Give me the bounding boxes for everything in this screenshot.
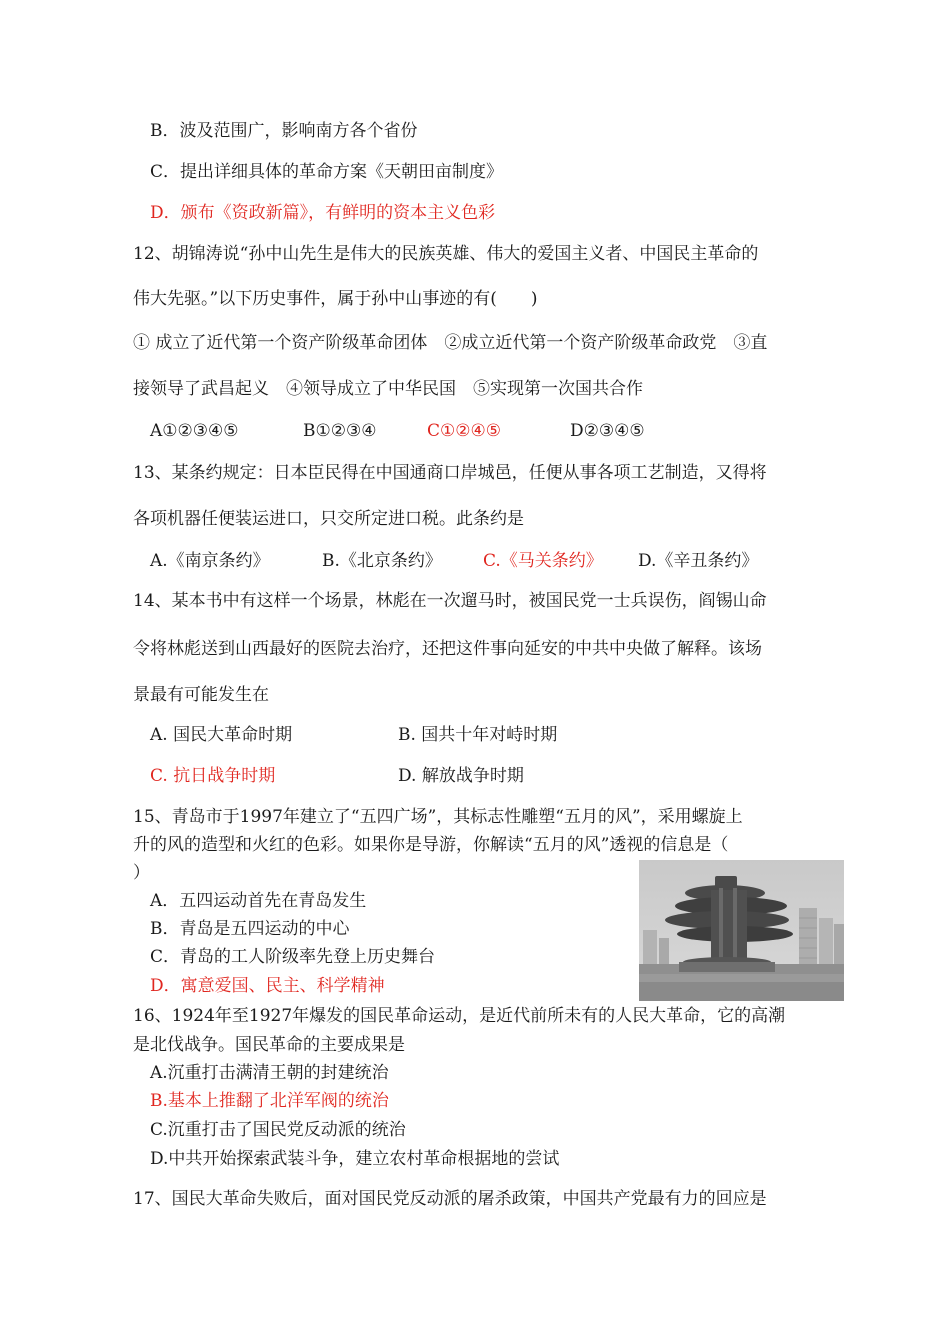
q13-option-c-answer: C.《马关条约》 <box>483 551 603 571</box>
q11-option-b: B．波及范围广，影响南方各个省份 <box>150 121 418 141</box>
q15-option-b: B．青岛是五四运动的中心 <box>150 919 350 939</box>
q13-stem-line2: 各项机器任便装运进口，只交所定进口税。此条约是 <box>133 509 524 529</box>
q12-option-a: A①②③④⑤ <box>150 421 239 441</box>
q14-option-a: A. 国民大革命时期 <box>150 725 293 745</box>
q16-stem-line1: 16、1924年至1927年爆发的国民革命运动，是近代前所未有的人民大革命，它的高潮 <box>133 1006 786 1026</box>
q11-option-d-answer: D．颁布《资政新篇》，有鲜明的资本主义色彩 <box>150 203 496 223</box>
q13-stem-line1: 13、某条约规定：日本臣民得在中国通商口岸城邑，任便从事各项工艺制造，又得将 <box>133 463 767 483</box>
may-wind-sculpture-photo <box>639 860 844 1001</box>
q13-option-b: B.《北京条约》 <box>322 551 442 571</box>
q15-stem-line3: ） <box>133 863 150 883</box>
q15-option-d-answer: D．寓意爱国、民主、科学精神 <box>150 976 385 996</box>
q14-stem-line1: 14、某本书中有这样一个场景，林彪在一次遛马时，被国民党一士兵误伤，阎锡山命 <box>133 591 767 611</box>
q12-stem-line2: 伟大先驱。”以下历史事件，属于孙中山事迹的有( ) <box>133 289 538 309</box>
q12-stem-line1: 12、胡锦涛说“孙中山先生是伟大的民族英雄、伟大的爱国主义者、中国民主革命的 <box>133 244 759 264</box>
q12-stem-line4: 接领导了武昌起义 ④领导成立了中华民国 ⑤实现第一次国共合作 <box>133 379 643 399</box>
q15-stem-line2: 升的风的造型和火红的色彩。如果你是导游，你解读“五月的风”透视的信息是（ <box>133 835 729 855</box>
q15-option-a: A．五四运动首先在青岛发生 <box>150 891 367 911</box>
q16-option-a: A.沉重打击满清王朝的封建统治 <box>150 1063 389 1083</box>
q13-option-d: D.《辛丑条约》 <box>638 551 759 571</box>
q14-stem-line2: 令将林彪送到山西最好的医院去治疗，还把这件事向延安的中共中央做了解释。该场 <box>133 639 762 659</box>
q16-option-c: C.沉重打击了国民党反动派的统治 <box>150 1120 406 1140</box>
q12-option-c-answer: C①②④⑤ <box>427 421 501 441</box>
q11-option-c: C．提出详细具体的革命方案《天朝田亩制度》 <box>150 162 504 182</box>
q14-option-b: B. 国共十年对峙时期 <box>398 725 558 745</box>
q15-stem-line1: 15、青岛市于1997年建立了“五四广场”，其标志性雕塑“五月的风”，采用螺旋上 <box>133 807 743 827</box>
q16-stem-line2: 是北伐战争。国民革命的主要成果是 <box>133 1035 405 1055</box>
q12-option-d: D②③④⑤ <box>570 421 645 441</box>
q14-option-d: D. 解放战争时期 <box>398 766 524 786</box>
q14-option-c-answer: C. 抗日战争时期 <box>150 766 276 786</box>
q13-option-a: A.《南京条约》 <box>150 551 270 571</box>
q16-option-b-answer: B.基本上推翻了北洋军阀的统治 <box>150 1091 389 1111</box>
q17-stem-line1: 17、国民大革命失败后，面对国民党反动派的屠杀政策，中国共产党最有力的回应是 <box>133 1189 767 1209</box>
q12-option-b: B①②③④ <box>303 421 377 441</box>
q12-stem-line3: ① 成立了近代第一个资产阶级革命团体 ②成立近代第一个资产阶级革命政党 ③直 <box>133 333 768 353</box>
q16-option-d: D.中共开始探索武装斗争，建立农村革命根据地的尝试 <box>150 1149 560 1169</box>
q14-stem-line3: 景最有可能发生在 <box>133 685 269 705</box>
q15-option-c: C．青岛的工人阶级率先登上历史舞台 <box>150 947 436 967</box>
